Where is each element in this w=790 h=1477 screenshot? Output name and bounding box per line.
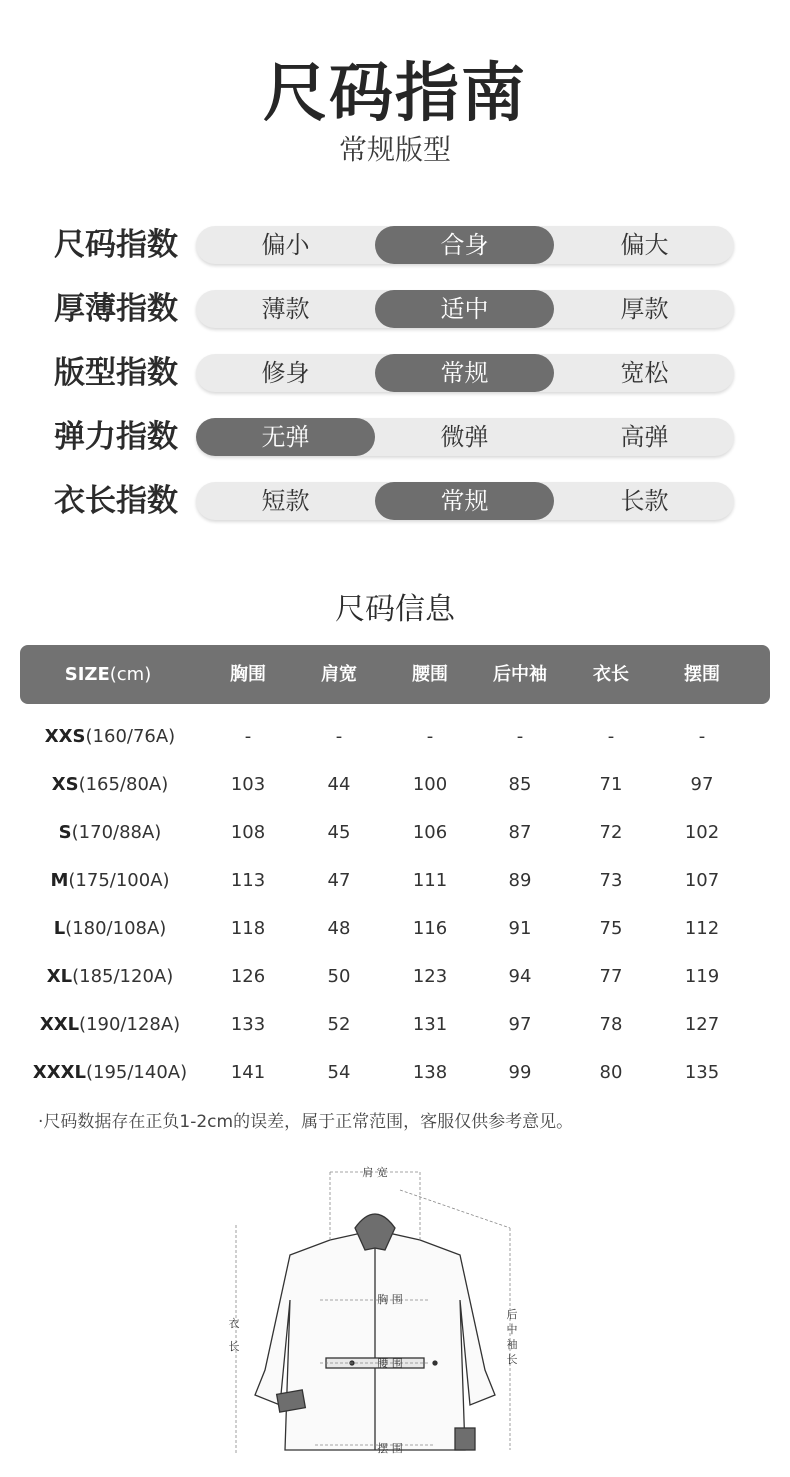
size-cell <box>20 813 200 853</box>
table-cell: 112 <box>684 918 720 939</box>
measurement-note: ·尺码数据存在正负1-2cm的误差，属于正常范围，客服仅供参考意见。 <box>38 1112 574 1132</box>
table-cell: 89 <box>508 870 532 891</box>
table-cell: 102 <box>684 822 720 843</box>
fit-index-scale <box>196 418 734 456</box>
table-cell: 75 <box>599 918 623 939</box>
sleeve-label-2: 中 <box>506 1323 518 1336</box>
size-info-title: 尺码信息 <box>335 592 455 627</box>
size-table-header <box>20 645 770 704</box>
table-cell: 50 <box>327 966 351 987</box>
fit-index-label: 厚薄指数 <box>54 291 178 327</box>
size-header-unit: (cm) <box>109 664 152 685</box>
table-cell: 72 <box>599 822 623 843</box>
size-header-label: SIZE <box>64 664 110 685</box>
size-column-header <box>20 645 196 704</box>
table-cell: - <box>516 726 524 747</box>
size-cell <box>20 909 200 949</box>
hem-label: 摆 围 <box>377 1442 403 1455</box>
size-spec: (180/108A) <box>65 918 167 939</box>
size-cell <box>20 717 200 757</box>
table-cell: 73 <box>599 870 623 891</box>
table-cell: 52 <box>327 1014 351 1035</box>
fit-index-option: 短款 <box>261 487 310 515</box>
table-cell: - <box>426 726 434 747</box>
table-cell: 71 <box>599 774 623 795</box>
size-code: XS <box>51 774 79 795</box>
table-cell: 116 <box>412 918 448 939</box>
table-cell: 141 <box>230 1062 266 1083</box>
table-cell: 108 <box>230 822 266 843</box>
size-code: XL <box>46 966 73 987</box>
table-cell: 135 <box>684 1062 720 1083</box>
table-cell: 127 <box>684 1014 720 1035</box>
fit-index-option: 偏小 <box>261 231 310 259</box>
fit-index-label: 版型指数 <box>54 355 178 391</box>
size-code: XXL <box>39 1014 80 1035</box>
table-cell: 45 <box>327 822 351 843</box>
table-cell: 103 <box>230 774 266 795</box>
table-cell: - <box>698 726 706 747</box>
table-cell: 78 <box>599 1014 623 1035</box>
table-cell: 54 <box>327 1062 351 1083</box>
table-cell: 113 <box>230 870 266 891</box>
fit-index-row <box>0 223 790 267</box>
size-cell <box>20 765 200 805</box>
table-row <box>0 717 790 757</box>
fit-index-scale <box>196 226 734 264</box>
size-spec: (185/120A) <box>72 966 174 987</box>
table-row <box>0 1053 790 1093</box>
fit-index-option-selected: 合身 <box>375 226 554 264</box>
table-row <box>0 1005 790 1045</box>
sleeve-label-3: 袖 <box>506 1338 518 1351</box>
chest-label: 胸 围 <box>377 1293 403 1306</box>
table-cell: 48 <box>327 918 351 939</box>
size-spec: (195/140A) <box>85 1062 188 1083</box>
sleeve-label-1: 后 <box>506 1308 518 1321</box>
column-header: 胸围 <box>230 664 266 685</box>
column-header: 肩宽 <box>321 664 357 685</box>
jacket-measurement-diagram <box>220 1160 530 1470</box>
table-cell: 91 <box>508 918 532 939</box>
table-cell: 87 <box>508 822 532 843</box>
size-cell <box>20 1005 200 1045</box>
table-cell: 138 <box>412 1062 448 1083</box>
table-cell: 47 <box>327 870 351 891</box>
fit-index-scale <box>196 290 734 328</box>
table-cell: 77 <box>599 966 623 987</box>
table-cell: 44 <box>327 774 351 795</box>
fit-index-label: 尺码指数 <box>54 227 178 263</box>
size-spec: (190/128A) <box>79 1014 181 1035</box>
column-header: 摆围 <box>684 664 720 685</box>
fit-index-label: 衣长指数 <box>54 483 178 519</box>
shoulder-label: 肩 宽 <box>362 1166 388 1179</box>
size-code: L <box>53 918 66 939</box>
column-header: 衣长 <box>593 664 629 685</box>
table-cell: 94 <box>508 966 532 987</box>
fit-index-option: 微弹 <box>440 423 489 451</box>
size-spec: (175/100A) <box>68 870 170 891</box>
jacket-illustration <box>255 1214 495 1450</box>
page-title: 尺码指南 <box>263 57 527 131</box>
table-cell: 123 <box>412 966 448 987</box>
fit-index-option-selected: 常规 <box>375 482 554 520</box>
waist-label: 腰 围 <box>377 1357 403 1370</box>
column-header: 腰围 <box>412 664 448 685</box>
fit-index-option: 高弹 <box>620 423 669 451</box>
table-cell: 100 <box>412 774 448 795</box>
table-cell: 126 <box>230 966 266 987</box>
table-cell: 119 <box>684 966 720 987</box>
fit-index-label: 弹力指数 <box>54 419 178 455</box>
table-cell: 80 <box>599 1062 623 1083</box>
table-row <box>0 813 790 853</box>
size-cell <box>20 861 200 901</box>
size-cell <box>20 1053 200 1093</box>
table-cell: - <box>244 726 252 747</box>
table-cell: 118 <box>230 918 266 939</box>
table-cell: 97 <box>508 1014 532 1035</box>
table-cell: 133 <box>230 1014 266 1035</box>
sleeve-label-4: 长 <box>506 1353 518 1366</box>
fit-index-row <box>0 287 790 331</box>
size-spec: (170/88A) <box>71 822 162 843</box>
length-label-2: 长 <box>228 1340 240 1353</box>
table-cell: 111 <box>412 870 448 891</box>
fit-subtitle: 常规版型 <box>338 133 451 166</box>
fit-index-option: 厚款 <box>620 295 669 323</box>
size-cell <box>20 957 200 997</box>
size-code: XXS <box>44 726 86 747</box>
fit-index-option: 长款 <box>620 487 669 515</box>
fit-index-option: 宽松 <box>620 359 669 387</box>
table-cell: 99 <box>508 1062 532 1083</box>
fit-index-scale <box>196 482 734 520</box>
fit-index-option: 偏大 <box>620 231 669 259</box>
length-label-1: 衣 <box>228 1317 240 1330</box>
size-code: S <box>58 822 72 843</box>
size-code: XXXL <box>32 1062 86 1083</box>
fit-index-option-selected: 常规 <box>375 354 554 392</box>
table-cell: 85 <box>508 774 532 795</box>
size-spec: (160/76A) <box>85 726 176 747</box>
fit-index-scale <box>196 354 734 392</box>
fit-index-row <box>0 479 790 523</box>
size-code: M <box>50 870 69 891</box>
table-row <box>0 765 790 805</box>
table-cell: 131 <box>412 1014 448 1035</box>
table-cell: - <box>607 726 615 747</box>
fit-index-row <box>0 351 790 395</box>
table-cell: 107 <box>684 870 720 891</box>
table-row <box>0 909 790 949</box>
fit-index-option-selected: 适中 <box>375 290 554 328</box>
fit-index-option: 修身 <box>261 359 310 387</box>
table-row <box>0 861 790 901</box>
fit-index-row <box>0 415 790 459</box>
table-cell: 106 <box>412 822 448 843</box>
fit-index-option-selected: 无弹 <box>196 418 375 456</box>
table-cell: - <box>335 726 343 747</box>
table-cell: 97 <box>690 774 714 795</box>
size-spec: (165/80A) <box>78 774 169 795</box>
column-header: 后中袖 <box>493 664 547 685</box>
table-row <box>0 957 790 997</box>
fit-index-option: 薄款 <box>261 295 310 323</box>
